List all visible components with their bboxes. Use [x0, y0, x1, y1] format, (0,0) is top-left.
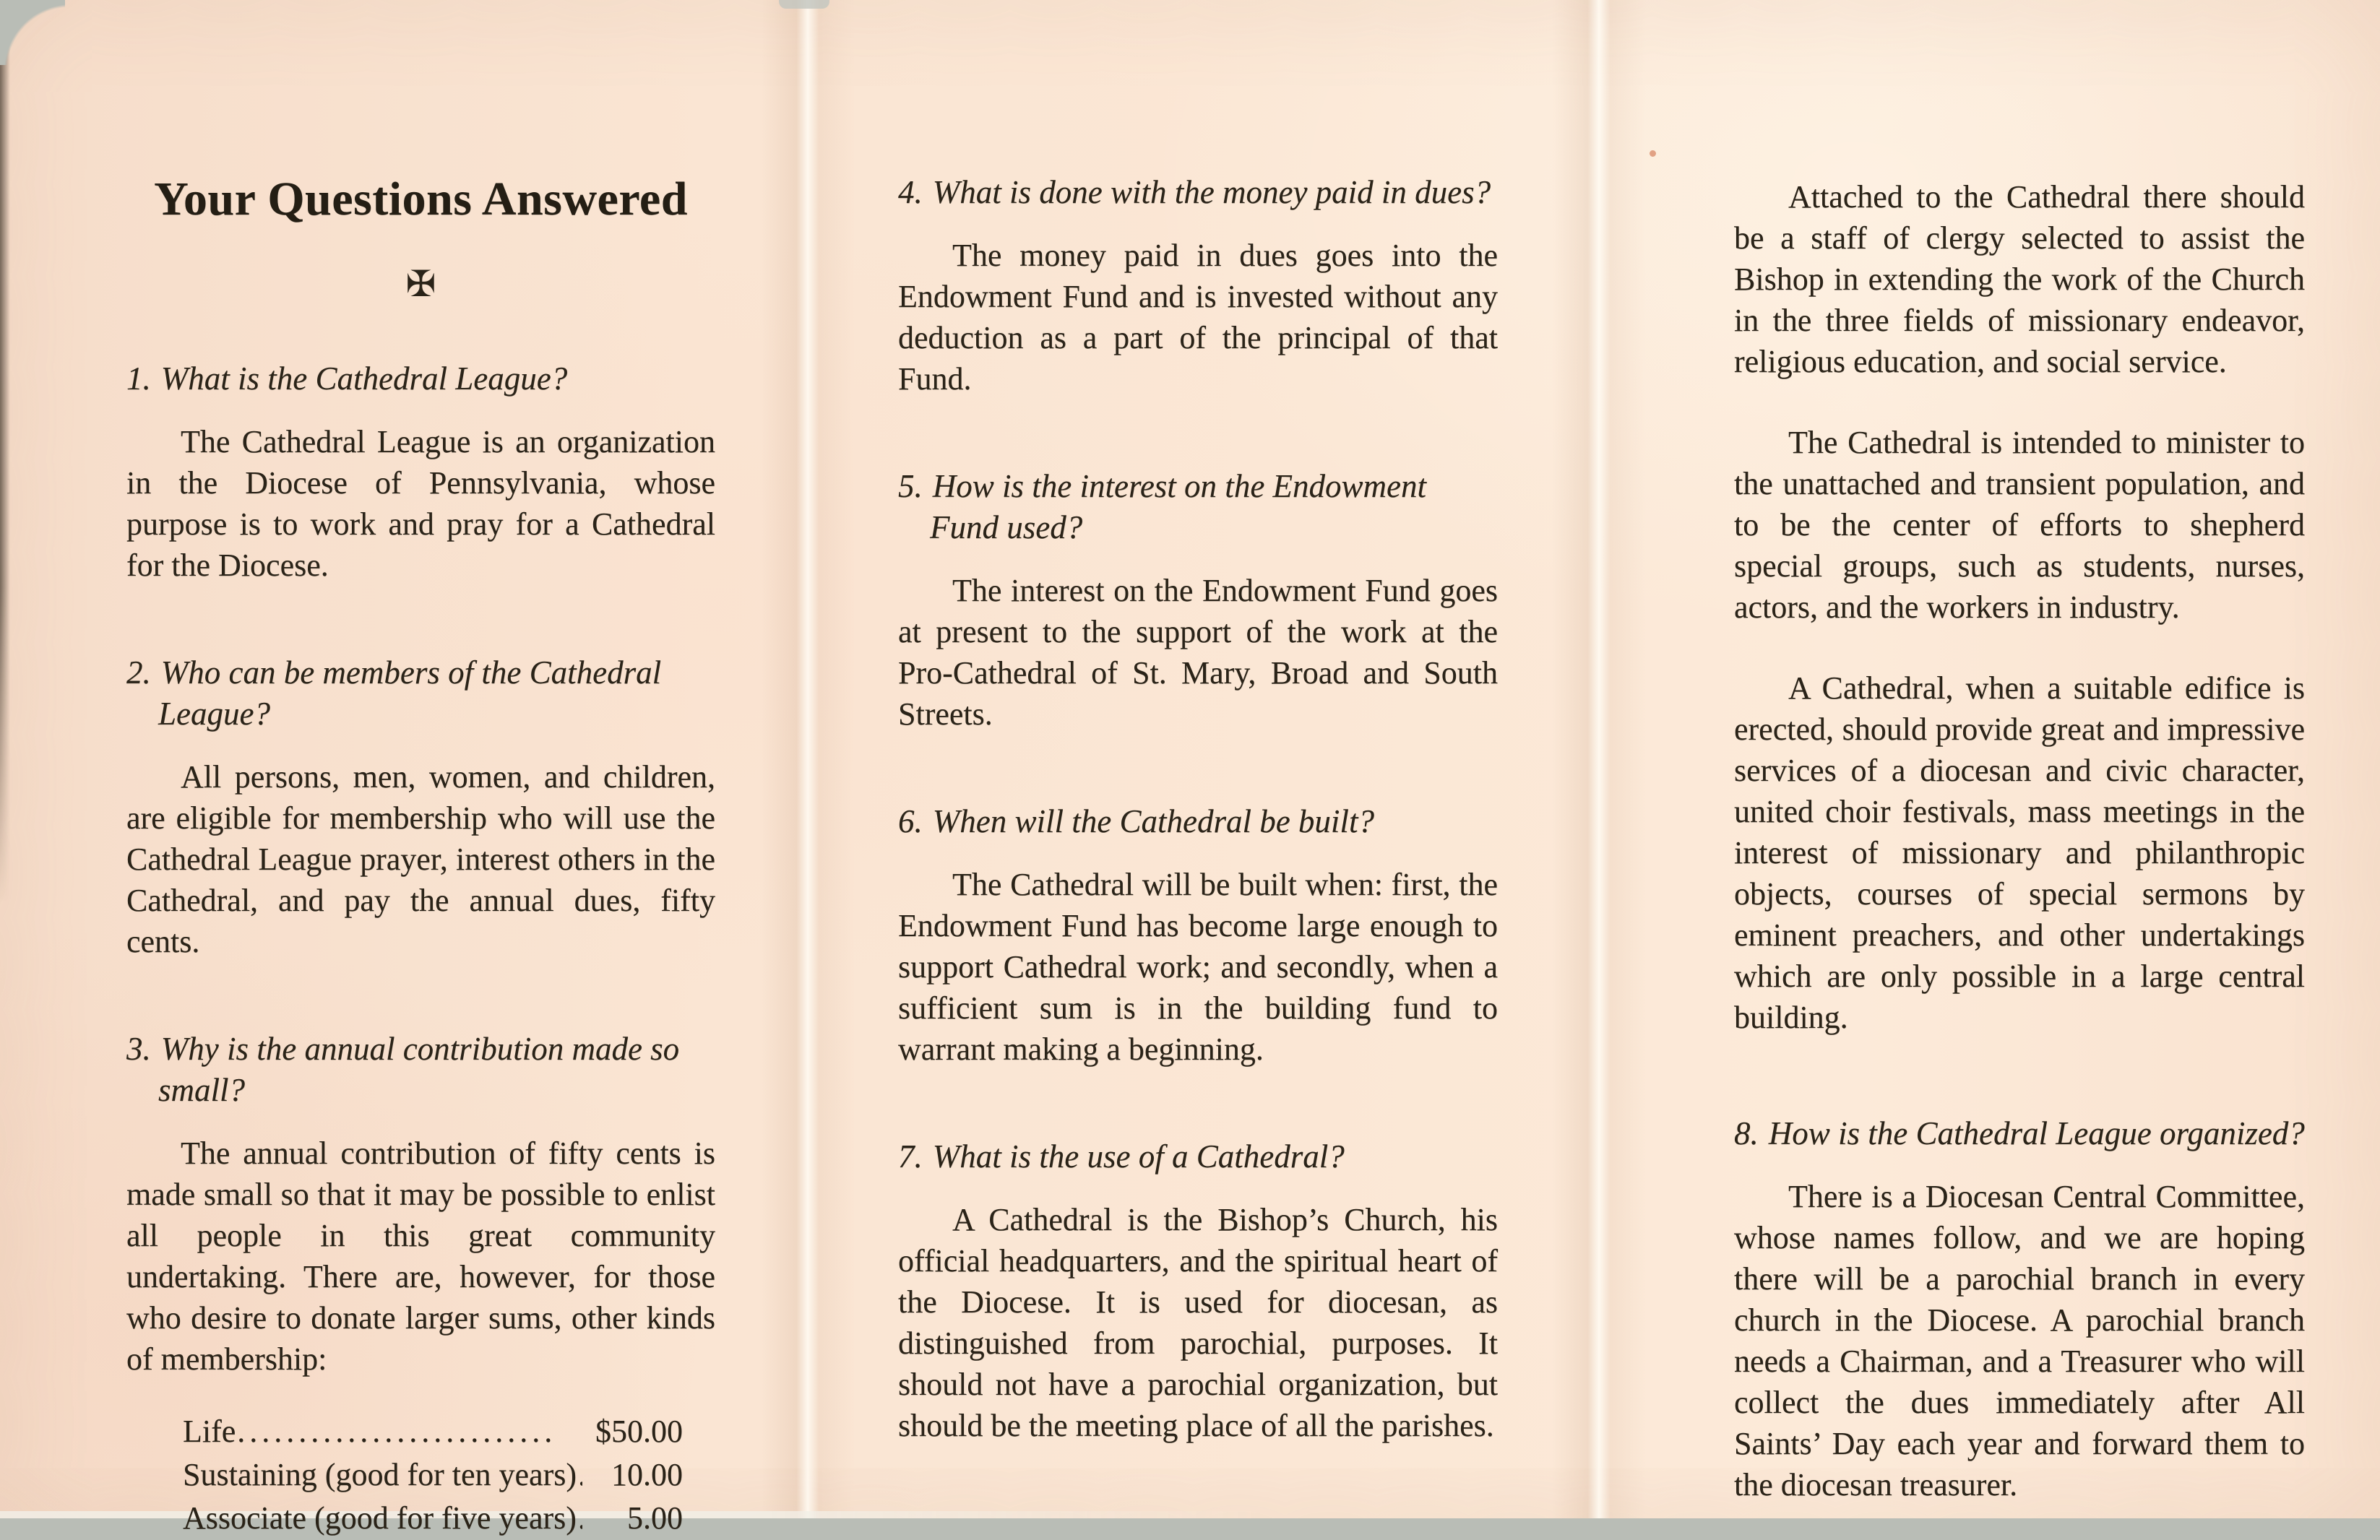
- question-number: 6.: [898, 803, 923, 839]
- question-text: How is the interest on the Endowment Fund used?: [930, 468, 1427, 545]
- answer-5: The interest on the Endowment Fund goes at present to the support of the work at the Pro-Cathedral of St. Mary, Broad and South Streets.: [898, 573, 1498, 732]
- question-7: [898, 1136, 1498, 1177]
- question-text: When will the Cathedral be built?: [932, 803, 1374, 839]
- question-text: What is the Cathedral League?: [160, 360, 568, 397]
- paper-speck: [1650, 150, 1656, 157]
- question-6: [898, 801, 1498, 842]
- qa-item-3: [126, 1029, 715, 1380]
- question-number: 7.: [898, 1138, 923, 1175]
- question-number: 5.: [898, 468, 923, 504]
- question-number: 8.: [1734, 1115, 1759, 1151]
- qa-item-7: [898, 1136, 1498, 1446]
- qa-item-1: [126, 358, 715, 586]
- paper-edge-left: [0, 0, 10, 903]
- page-title: Your Questions Answered: [154, 173, 688, 225]
- maltese-cross-icon: ✠: [405, 263, 436, 305]
- question-5: [898, 466, 1498, 548]
- panel-right: [1734, 176, 2305, 1505]
- dot-leader: [577, 1453, 582, 1497]
- question-text: Why is the annual contribution made so small?: [158, 1031, 680, 1108]
- question-2: [126, 652, 715, 735]
- fold-crease-left: [761, 0, 855, 1518]
- qa-item-4: [898, 172, 1498, 399]
- question-text: What is the use of a Cathedral?: [932, 1138, 1345, 1175]
- question-8: [1734, 1113, 2305, 1154]
- membership-row-associate: [183, 1497, 683, 1540]
- paragraph-clergy-staff: Attached to the Cathedral there should be a staff of clergy selected to assist the Bishop in extending the work of the Church in the three fields of missionary endeavor, religious education, and social service.: [1734, 179, 2305, 379]
- answer-2: All persons, men, women, and children, are eligible for membership who will use the Cathedral League prayer, interest others in the Cathedral, and pay the annual dues, fifty cents.: [126, 759, 715, 959]
- qa-item-6: [898, 801, 1498, 1070]
- fold-crease-right: [1552, 0, 1646, 1518]
- question-number: 4.: [898, 174, 923, 210]
- membership-rate-list: [183, 1410, 683, 1540]
- panel-middle: [898, 172, 1498, 1513]
- membership-label: Associate (good for five years): [183, 1500, 577, 1536]
- answer-4: The money paid in dues goes into the Endowment Fund and is invested without any deduction as a part of the principal of that Fund.: [898, 238, 1498, 397]
- question-text: What is done with the money paid in dues?: [932, 174, 1491, 210]
- answer-3: The annual contribution of fifty cents is made small so that it may be possible to enlist all people in this great community undertaking. There are, however, for those who desire to donate larger sums, other kinds of membership:: [126, 1135, 715, 1377]
- membership-row-life: [183, 1410, 683, 1453]
- qa-item-5: [898, 466, 1498, 735]
- question-text: How is the Cathedral League organized?: [1768, 1115, 2305, 1151]
- question-3: [126, 1029, 715, 1111]
- dot-leader: [236, 1410, 559, 1453]
- paragraph-minister-population: The Cathedral is intended to minister to the unattached and transient population, and to be the center of efforts to shepherd special groups, such as students, nurses, actors, and the workers in industry.: [1734, 425, 2305, 625]
- panel-left: [126, 172, 715, 1540]
- qa-item-2: [126, 652, 715, 962]
- membership-label: Sustaining (good for ten years): [183, 1457, 577, 1492]
- paper-notch-top: [779, 0, 829, 9]
- paper-corner-top-left: [0, 0, 65, 65]
- question-4: [898, 172, 1498, 213]
- answer-6: The Cathedral will be built when: first, the Endowment Fund has become large enough to support Cathedral work; and secondly, when a sufficient sum is in the building fund to warrant making a beginning.: [898, 867, 1498, 1067]
- dot-leader: [577, 1497, 582, 1540]
- answer-1: The Cathedral League is an organization in the Diocese of Pennsylvania, whose purpose is to work and pray for a Cathedral for the Diocese.: [126, 424, 715, 583]
- answer-7: A Cathedral is the Bishop’s Church, his official headquarters, and the spiritual heart of the Diocese. It is used for diocesan, as distinguished from parochial, purposes. It should not have a parochial organization, but should be the meeting place of all the parishes.: [898, 1202, 1498, 1443]
- qa-item-8: [1734, 1113, 2305, 1505]
- question-number: 2.: [126, 654, 151, 691]
- question-number: 1.: [126, 360, 151, 397]
- question-1: [126, 358, 715, 399]
- paragraph-suitable-edifice: A Cathedral, when a suitable edifice is erected, should provide great and impressive services of a diocesan and civic character, united choir festivals, mass meetings in the interest of missionary and philanthropic objects, courses of special sermons by eminent preachers, and other undertakings which are only possible in a large central building.: [1734, 670, 2305, 1035]
- answer-8: There is a Diocesan Central Committee, whose names follow, and we are hoping there will be a parochial branch in every church in the Diocese. A parochial branch needs a Chairman, and a Treasurer who will collect the dues immediately after All Saints’ Day each year and forward them to the diocesan treasurer.: [1734, 1179, 2305, 1502]
- membership-row-sustaining: [183, 1453, 683, 1497]
- question-number: 3.: [126, 1031, 151, 1067]
- membership-amount: 10.00: [611, 1457, 683, 1492]
- membership-label: Life: [183, 1414, 236, 1449]
- membership-amount: $50.00: [595, 1414, 683, 1449]
- membership-amount: 5.00: [627, 1500, 683, 1536]
- question-text: Who can be members of the Cathedral League?: [158, 654, 662, 732]
